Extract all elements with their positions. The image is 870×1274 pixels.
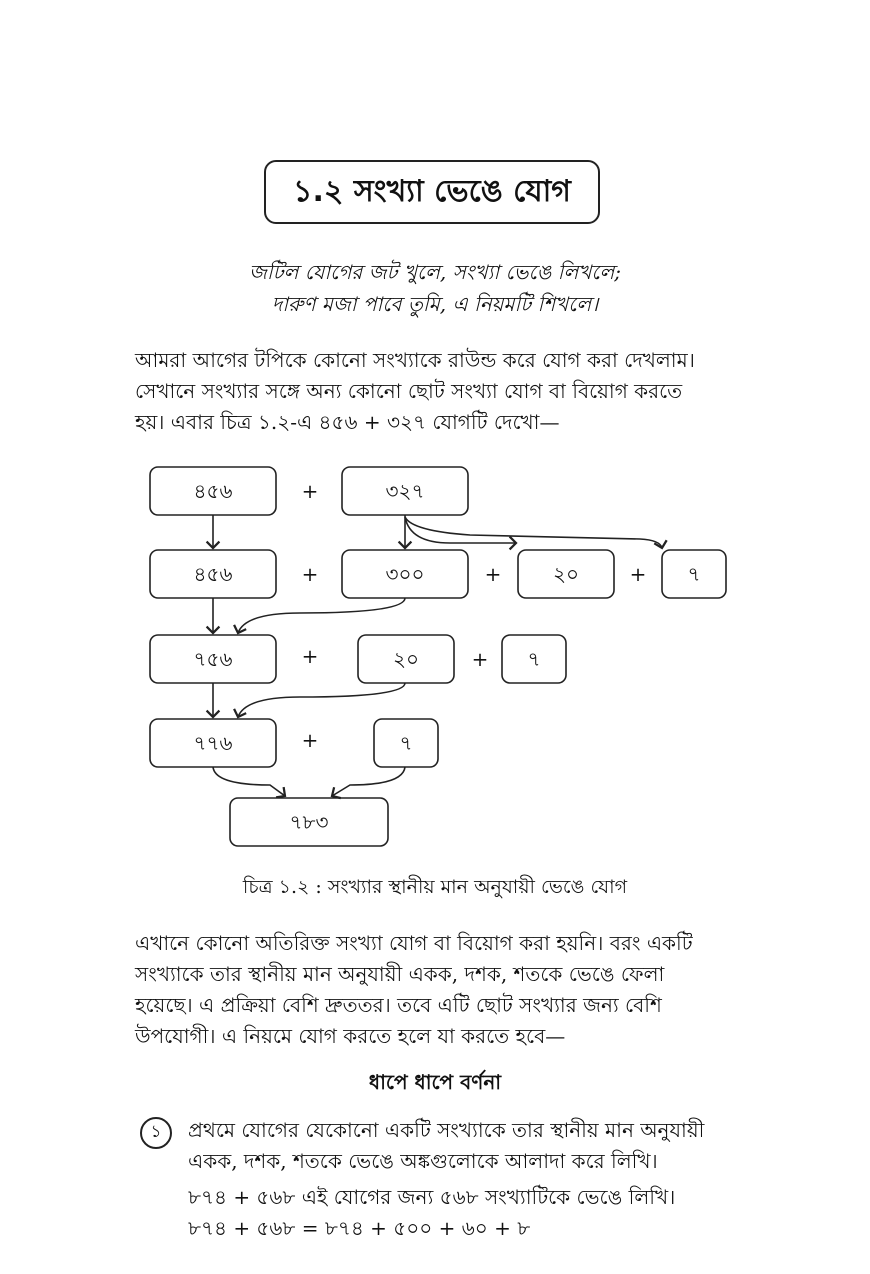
step-1-line: প্রথমে যোগের যেকোনো একটি সংখ্যাকে তার স্থানীয় মান অনুযায়ী: [188, 1118, 705, 1142]
arrow-327-to-20: [405, 517, 516, 543]
plus-row2-b: +: [484, 562, 502, 586]
val-756: ৭৫৬: [193, 647, 233, 671]
val-456-second: ৪৫৬: [193, 562, 233, 586]
plus-row4: +: [301, 728, 319, 752]
plus-row2-c: +: [629, 562, 647, 586]
step-1-line: একক, দশক, শতকে ভেঙে অঙ্কগুলোকে আলাদা করে লিখি।: [188, 1149, 658, 1173]
explanation-line: উপযোগী। এ নিয়মে যোগ করতে হলে যা করতে হবে—: [135, 1024, 566, 1048]
explanation-line: এখানে কোনো অতিরিক্ত সংখ্যা যোগ বা বিয়োগ করা হয়নি। বরং একটি: [135, 931, 693, 955]
arrow-7-to-783: [332, 767, 405, 796]
arrow-20-to-776: [238, 683, 405, 717]
step-1-example: ৮৭৪ + ৫৬৮ এই যোগের জন্য ৫৬৮ সংখ্যাটিকে ভেঙে লিখি।: [188, 1185, 676, 1209]
explanation-paragraph: [135, 928, 740, 1052]
verse-line-2: দারুণ মজা পাবে তুমি, এ নিয়মটি শিখলে।: [271, 292, 599, 316]
steps-heading: ধাপে ধাপে বর্ণনা: [368, 1070, 502, 1094]
addition-diagram: [0, 455, 870, 855]
plus-row1: +: [301, 479, 319, 503]
intro-line: আমরা আগের টপিকে কোনো সংখ্যাকে রাউন্ড করে যোগ করা দেখলাম।: [135, 348, 695, 372]
val-300: ৩০০: [385, 562, 425, 586]
plus-row3-a: +: [301, 644, 319, 668]
val-20-row3: ২০: [392, 647, 420, 671]
arrow-776-to-783: [213, 767, 285, 796]
plus-row3-b: +: [471, 647, 489, 671]
verse-line-1: জটিল যোগের জট খুলে, সংখ্যা ভেঙে লিখলে;: [248, 260, 622, 284]
figure-caption: চিত্র ১.২ : সংখ্যার স্থানীয় মান অনুযায়ী ভেঙে যোগ: [242, 876, 628, 898]
step-number-badge: ১: [140, 1117, 172, 1149]
explanation-line: হয়েছে। এ প্রক্রিয়া বেশি দ্রুততর। তবে এটি ছোট সংখ্যার জন্য বেশি: [135, 993, 662, 1017]
val-7-row3: ৭: [527, 647, 541, 671]
val-327: ৩২৭: [385, 479, 425, 503]
val-20-row2: ২০: [552, 562, 580, 586]
intro-line: সেখানে সংখ্যার সঙ্গে অন্য কোনো ছোট সংখ্যা যোগ বা বিয়োগ করতে: [135, 379, 683, 403]
val-7-row4: ৭: [399, 731, 413, 755]
explanation-line: সংখ্যাকে তার স্থানীয় মান অনুযায়ী একক, দশক, শতকে ভেঙে ফেলা: [135, 962, 665, 986]
intro-paragraph: [135, 345, 740, 438]
intro-line: হয়। এবার চিত্র ১.২-এ ৪৫৬ + ৩২৭ যোগটি দেখো—: [135, 410, 560, 434]
step-1-text: [188, 1115, 748, 1177]
val-776: ৭৭৬: [193, 731, 233, 755]
val-456-top: ৪৫৬: [193, 479, 233, 503]
val-783: ৭৮৩: [289, 810, 329, 834]
step-1-equation: ৮৭৪ + ৫৬৮ = ৮৭৪ + ৫০০ + ৬০ + ৮: [188, 1216, 531, 1240]
section-title: ১.২ সংখ্যা ভেঙে যোগ: [264, 160, 600, 224]
val-7-row2: ৭: [687, 562, 701, 586]
arrow-300-to-756: [238, 598, 405, 633]
plus-row2-a: +: [301, 562, 319, 586]
